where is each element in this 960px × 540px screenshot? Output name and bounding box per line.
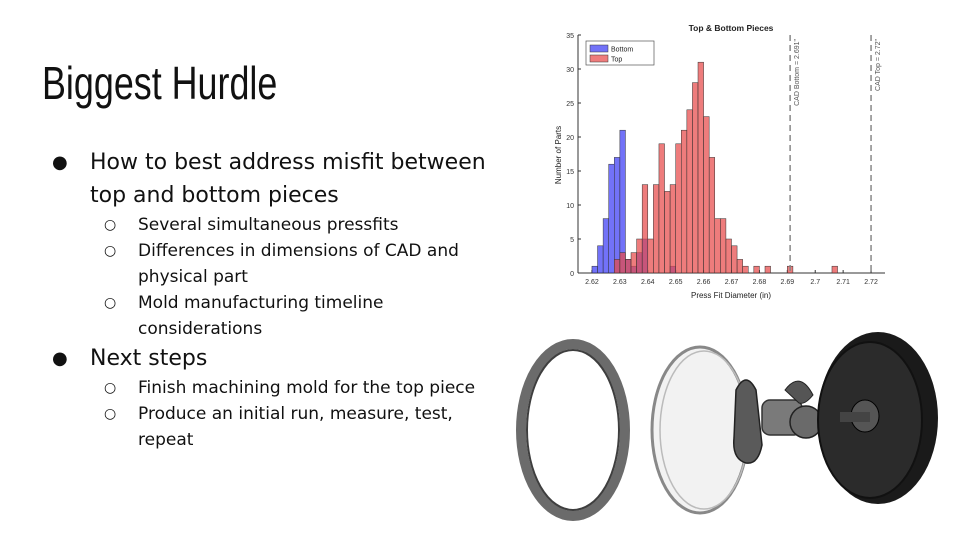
histogram-bar-top xyxy=(648,239,654,273)
x-tick-label: 2.69 xyxy=(780,279,795,286)
histogram-chart xyxy=(540,18,900,308)
histogram-bar-top xyxy=(676,144,682,273)
legend-label-bottom: Bottom xyxy=(611,46,634,54)
histogram-bar-top xyxy=(687,110,693,273)
chart-y-axis-label: Number of Parts xyxy=(554,125,563,185)
bullet-text: Next steps xyxy=(90,346,208,371)
x-tick-label: 2.63 xyxy=(613,279,627,286)
x-tick-label: 2.65 xyxy=(668,279,683,286)
base-housing-part xyxy=(818,332,938,504)
sub-bullet-ring-icon: ○ xyxy=(104,380,117,396)
histogram-bar-top xyxy=(726,239,732,273)
sub-bullet-ring-icon: ○ xyxy=(104,217,117,233)
histogram-bar-top xyxy=(720,219,726,273)
sub-bullet-ring-icon: ○ xyxy=(104,295,117,311)
histogram-bar-top xyxy=(692,83,698,273)
x-tick-label: 2.7 xyxy=(810,279,821,286)
histogram-bar-top xyxy=(715,219,721,273)
y-tick-label: 30 xyxy=(566,67,574,74)
sub-bullet-item xyxy=(52,375,512,401)
sub-bullet-item xyxy=(52,238,512,290)
histogram-bar-top xyxy=(670,185,676,273)
x-tick-label: 2.62 xyxy=(585,279,599,286)
histogram-bar-top xyxy=(709,157,715,273)
sub-bullet-text: Produce an initial run, measure, test, repeat xyxy=(138,404,453,450)
histogram-bar-top xyxy=(637,239,643,273)
histogram-bar-bottom xyxy=(603,219,609,273)
histogram-bar-top xyxy=(665,191,671,273)
histogram-bar-top xyxy=(614,259,620,273)
sub-bullet-text: Finish machining mold for the top piece xyxy=(138,378,476,398)
histogram-bar-top xyxy=(737,259,743,273)
cad-reference-label: CAD Bottom = 2.691" xyxy=(794,39,802,106)
assembly-render-image xyxy=(510,330,950,530)
x-tick-label: 2.72 xyxy=(864,279,878,286)
inner-mechanism-part xyxy=(734,380,822,463)
legend-swatch-bottom xyxy=(590,45,608,52)
histogram-svg xyxy=(540,18,900,308)
x-tick-label: 2.64 xyxy=(640,279,655,286)
histogram-bar-top xyxy=(698,62,704,273)
exploded-assembly-illustration xyxy=(510,330,950,530)
y-tick-label: 25 xyxy=(566,101,574,108)
legend-label-top: Top xyxy=(611,56,623,64)
sub-bullet-text: Several simultaneous pressfits xyxy=(138,215,399,235)
y-tick-label: 35 xyxy=(566,33,574,40)
x-tick-label: 2.67 xyxy=(724,279,739,286)
chart-title: Top & Bottom Pieces xyxy=(688,23,774,33)
histogram-bar-top xyxy=(681,130,687,273)
bullet-dot-icon: ● xyxy=(52,348,68,369)
histogram-bar-bottom xyxy=(609,164,615,273)
histogram-bar-top xyxy=(732,246,738,273)
histogram-bar-top xyxy=(625,259,631,273)
histogram-bar-bottom xyxy=(598,246,604,273)
x-tick-label: 2.71 xyxy=(836,279,850,286)
sub-bullet-item xyxy=(52,290,512,342)
cad-reference-label: CAD Top = 2.72" xyxy=(875,39,883,91)
x-tick-label: 2.68 xyxy=(752,279,767,286)
histogram-bar-top xyxy=(743,266,749,273)
y-tick-label: 20 xyxy=(566,135,574,142)
y-tick-label: 5 xyxy=(570,237,574,244)
bullet-dot-icon: ● xyxy=(52,152,68,173)
bullet-item xyxy=(52,146,512,212)
bullet-item xyxy=(52,342,512,375)
chart-x-axis-label: Press Fit Diameter (in) xyxy=(690,291,772,300)
histogram-bar-bottom xyxy=(620,130,626,273)
legend-swatch-top xyxy=(590,55,608,62)
histogram-bar-top xyxy=(620,253,626,273)
sub-bullet-text: Differences in dimensions of CAD and physical part xyxy=(138,241,459,287)
histogram-bar-top xyxy=(832,266,838,273)
y-tick-label: 15 xyxy=(566,169,574,176)
sub-bullet-item xyxy=(52,212,512,238)
histogram-bar-top xyxy=(642,185,648,273)
y-tick-label: 0 xyxy=(570,271,574,278)
outer-ring-part xyxy=(521,344,625,516)
sub-bullet-ring-icon: ○ xyxy=(104,243,117,259)
sub-bullet-text: Mold manufacturing timeline considerations xyxy=(138,293,384,339)
histogram-bar-bottom xyxy=(592,266,598,273)
sub-bullet-item xyxy=(52,401,512,453)
y-tick-label: 10 xyxy=(566,203,574,210)
histogram-bar-top xyxy=(765,266,771,273)
sub-bullet-ring-icon: ○ xyxy=(104,406,117,422)
histogram-bar-top xyxy=(653,185,659,273)
histogram-bar-top xyxy=(704,117,710,273)
histogram-bar-bottom xyxy=(614,157,620,273)
slide-title: Biggest Hurdle xyxy=(42,57,278,109)
histogram-bar-top xyxy=(754,266,760,273)
x-tick-label: 2.66 xyxy=(696,279,711,286)
bullet-list xyxy=(52,146,512,453)
bullet-text: How to best address misfit between top and bottom pieces xyxy=(90,150,486,208)
histogram-bar-top xyxy=(631,253,637,273)
histogram-bar-top xyxy=(659,144,665,273)
